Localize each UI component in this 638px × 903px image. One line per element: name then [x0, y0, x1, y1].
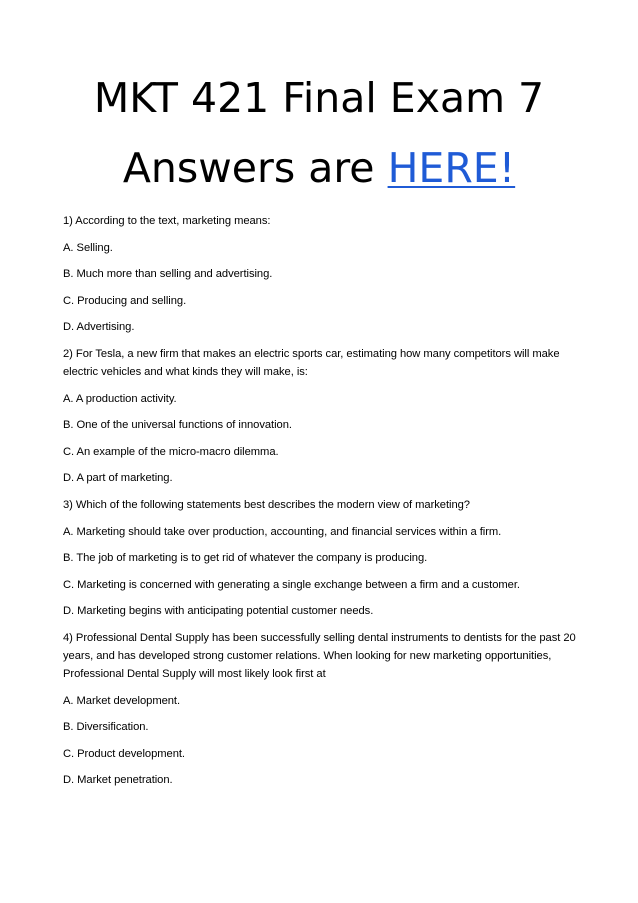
- answer-3a: A. Marketing should take over production, accounting, and financial services within a firm.: [63, 525, 502, 538]
- question-2: 2) For Tesla, a new firm that makes an electric sports car, estimating how many competitors will make electric vehicles and what kinds they will make, is:: [63, 347, 560, 378]
- question-list: [63, 212, 583, 798]
- answer-2d: D. A part of marketing.: [63, 472, 173, 485]
- answer-1d: D. Advertising.: [63, 321, 135, 334]
- answer-1a: A. Selling.: [63, 241, 113, 254]
- answer-4c: C. Product development.: [63, 747, 185, 760]
- page-title-line2: [0, 138, 638, 198]
- answer-4b: B. Diversification.: [63, 721, 149, 734]
- answer-3c: C. Marketing is concerned with generating a single exchange between a firm and a customer.: [63, 578, 520, 591]
- question-4: 4) Professional Dental Supply has been successfully selling dental instruments to dentists for the past 20 years, and has developed strong customer relations. When looking for new marketing opportunities, Professional Dental Supply will most likely look first at: [63, 631, 576, 680]
- answer-2b: B. One of the universal functions of innovation.: [63, 419, 292, 432]
- answer-3d: D. Marketing begins with anticipating potential customer needs.: [63, 605, 374, 618]
- answer-2a: A. A production activity.: [63, 392, 177, 405]
- here-link[interactable]: HERE!: [387, 144, 516, 192]
- answer-4a: A. Market development.: [63, 694, 181, 707]
- answer-1b: B. Much more than selling and advertising.: [63, 268, 273, 281]
- answer-1c: C. Producing and selling.: [63, 294, 187, 307]
- answer-3b: B. The job of marketing is to get rid of whatever the company is producing.: [63, 552, 428, 565]
- answer-2c: C. An example of the micro-macro dilemma.: [63, 445, 279, 458]
- page-title: MKT 421 Final Exam 7: [93, 74, 545, 122]
- answer-4d: D. Market penetration.: [63, 774, 173, 787]
- question-3: 3) Which of the following statements best describes the modern view of marketing?: [63, 498, 470, 511]
- question-1: 1) According to the text, marketing means:: [63, 215, 271, 227]
- title-prefix: Answers are: [122, 144, 388, 192]
